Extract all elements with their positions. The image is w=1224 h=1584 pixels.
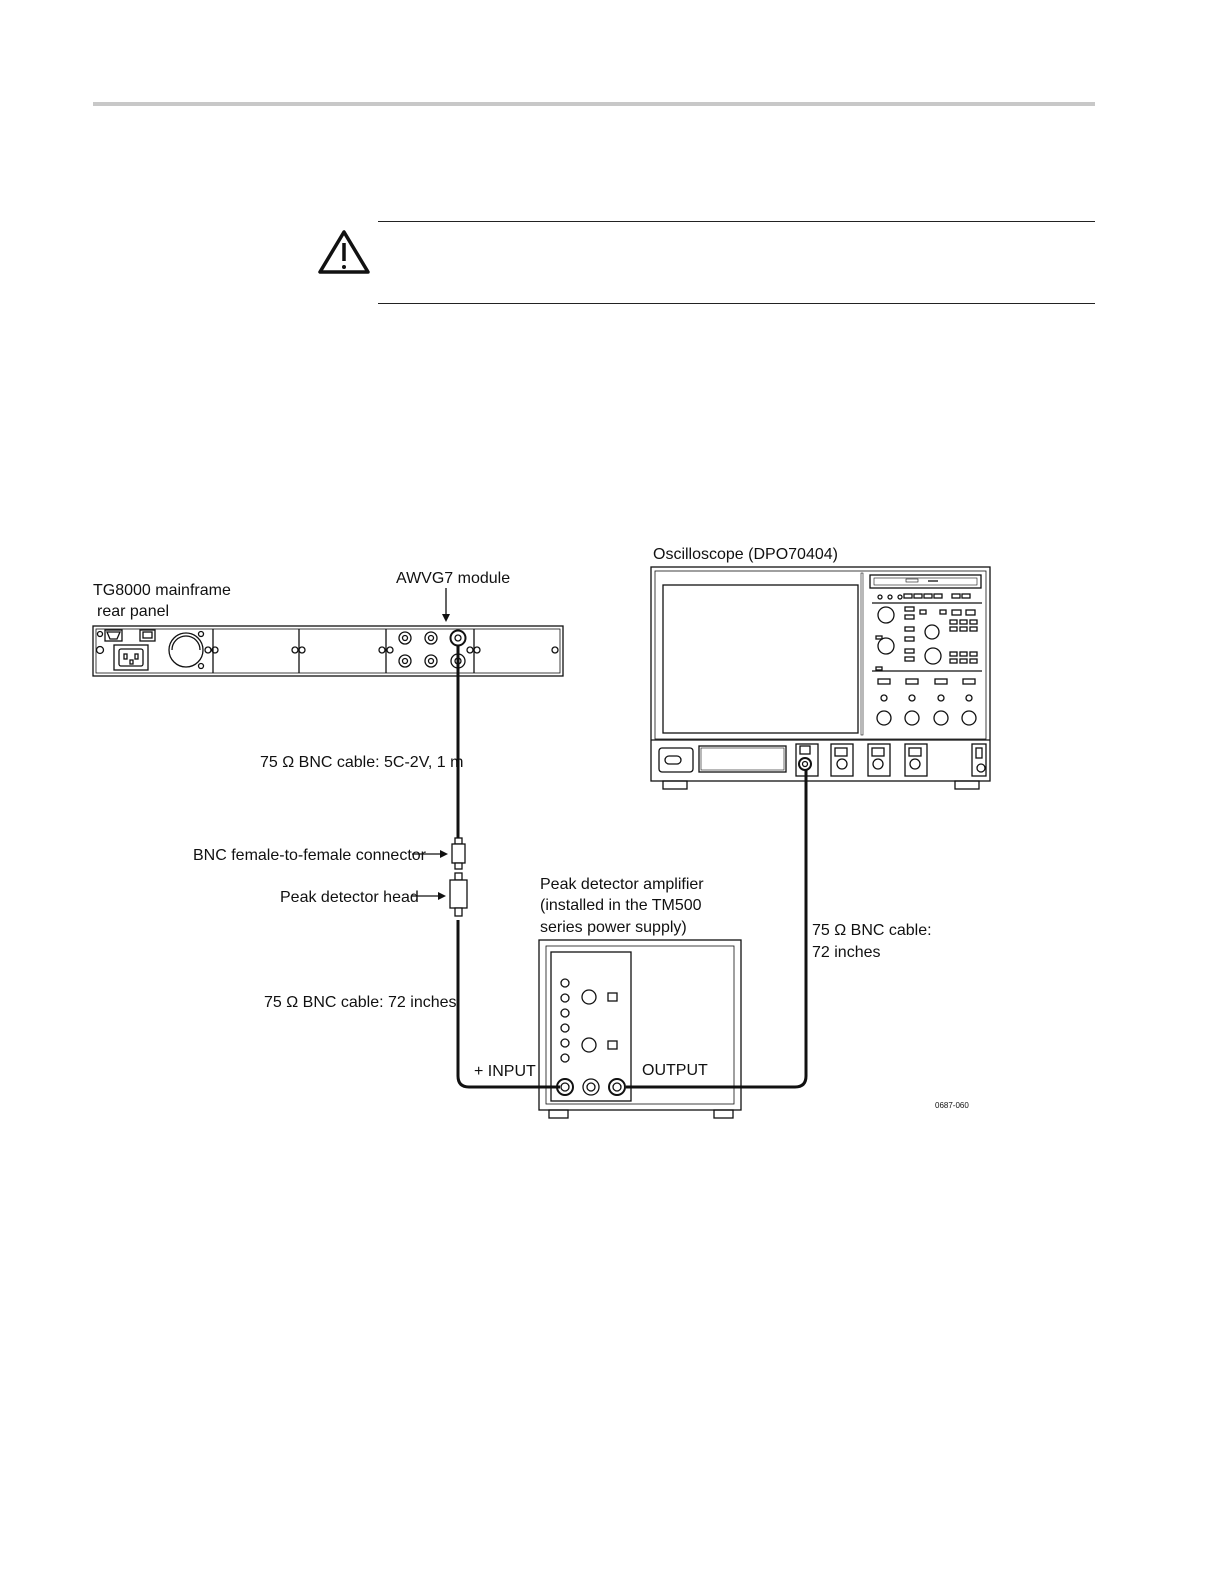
connector-label: BNC female-to-female connector xyxy=(193,847,426,864)
figure-id: 0687-060 xyxy=(935,1101,969,1110)
peak-detector-head-label: Peak detector head xyxy=(280,889,419,906)
cable3-label-line1: 75 Ω BNC cable: xyxy=(812,922,932,939)
cable3-label-line2: 72 inches xyxy=(812,944,881,961)
tg8000-rear-panel xyxy=(93,626,563,676)
input-label: + INPUT xyxy=(474,1063,536,1080)
module-label: AWVG7 module xyxy=(396,570,511,587)
module-pointer-arrow xyxy=(442,588,450,622)
cable1-label: 75 Ω BNC cable: 5C-2V, 1 m xyxy=(260,754,464,771)
bnc-connector-and-head xyxy=(450,838,467,916)
amplifier-label-line3: series power supply) xyxy=(540,919,687,936)
mainframe-label: TG8000 mainframe xyxy=(93,582,231,599)
output-label: OUTPUT xyxy=(642,1062,708,1079)
amplifier-label-line2: (installed in the TM500 xyxy=(540,897,702,914)
oscilloscope-label: Oscilloscope (DPO70404) xyxy=(653,546,838,563)
caution-icon xyxy=(320,232,368,272)
bnc-cables xyxy=(458,646,806,1087)
oscilloscope xyxy=(651,567,990,789)
cable2-label: 75 Ω BNC cable: 72 inches xyxy=(264,994,457,1011)
amplifier-label-line1: Peak detector amplifier xyxy=(540,876,704,893)
peak-detector-amplifier xyxy=(539,940,741,1118)
mainframe-sublabel: rear panel xyxy=(97,603,170,620)
